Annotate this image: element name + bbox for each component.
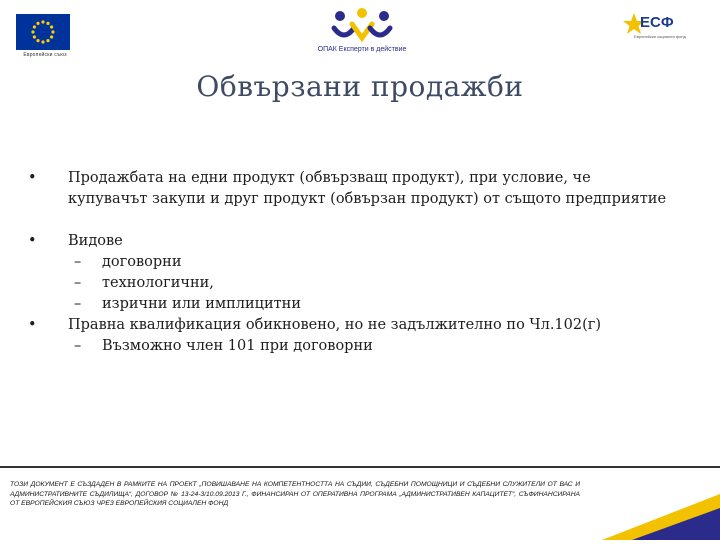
eu-flag-logo [16,14,70,50]
sub-item-technological: – технологични, [28,273,668,294]
opak-logo [330,8,394,44]
opak-caption: ОПАК Експерти в действие [317,46,407,53]
bullet-definition: • Продажбата на едни продукт (обвързващ продукт), при условие, че купувачът закупи и друг продукт (обвързан продукт) от същото предприятие [28,168,668,210]
sub-item-contractual: – договорни [28,252,668,273]
slide-title: Обвързани продажби [196,70,524,103]
header [0,0,720,70]
eu-caption: Европейски съюз [23,52,67,58]
bullet-qualification: • Правна квалификация обикновено, но не задължително по Чл.102(г) [28,315,668,336]
slide-content [28,168,668,357]
esf-caption: Европейски социален фонд [634,34,686,39]
bullet-types: • Видове [28,231,668,252]
esf-logo-text: ЕСФ [640,14,674,31]
corner-decoration [572,494,720,540]
sub-item-explicit-implicit: – изрични или имплицитни [28,294,668,315]
footer-disclaimer: ТОЗИ ДОКУМЕНТ Е СЪЗДАДЕН В РАМКИТЕ НА ПРОЕКТ „ПОВИШАВАНЕ НА КОМПЕТЕНТНОСТТА НА СЪДИИ, СЪДЕБНИ ПОМОЩНИЦИ И СЪДЕБНИ СЛУЖИТЕЛИ ОТ ВАС И АДМИНИСТРАТИВНИТЕ СЪДИЛИЩА“, ДОГОВОР № 13-24-3/10.09.2013 Г., ФИНАНСИРАН ОТ ОПЕРАТИВНА ПРОГРАМА „АДМИНИСТРАТИВЕН КАПАЦИТЕТ“, СЪФИНАНСИРАНА ОТ ЕВРОПЕЙСКИЯ СЪЮЗ ЧРЕЗ ЕВРОПЕЙСКИЯ СОЦИАЛЕН ФОНД [10,481,580,507]
footer-divider [0,466,720,468]
sub-item-article-101: – Възможно член 101 при договорни [28,336,668,357]
